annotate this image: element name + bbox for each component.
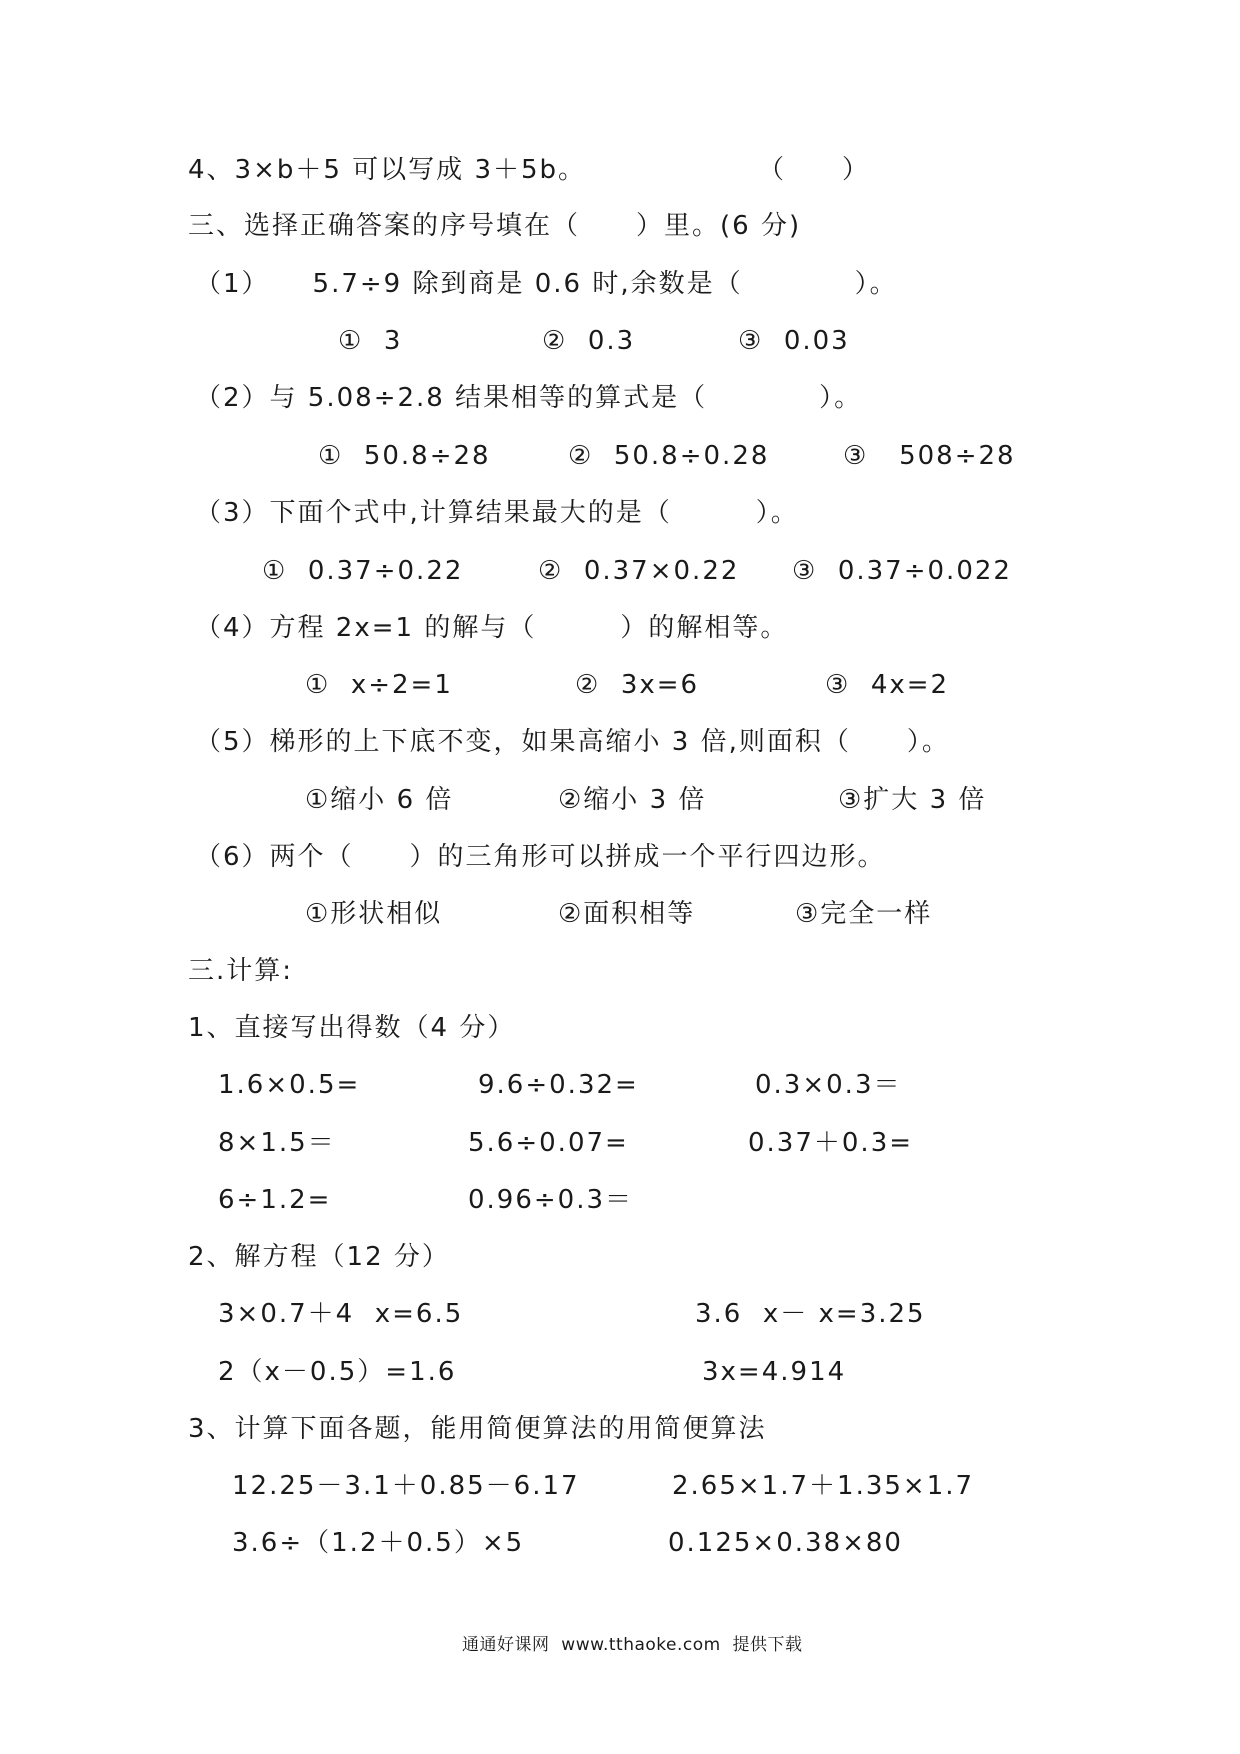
simple-calc-item: 0.125×0.38×80 xyxy=(668,1528,903,1558)
choice-q1-option-2: ② 0.3 xyxy=(542,326,636,356)
simple-calc-item: 12.25－3.1＋0.85－6.17 xyxy=(232,1471,580,1501)
choice-q3-option-1: ① 0.37÷0.22 xyxy=(262,556,464,586)
simple-calc-item: 2.65×1.7＋1.35×1.7 xyxy=(672,1471,975,1501)
equation-item: 3.6 x－ x=3.25 xyxy=(695,1299,926,1329)
choice-q3-stem: （3）下面个式中,计算结果最大的是（ ）。 xyxy=(195,498,799,528)
choice-q5-option-3: ③扩大 3 倍 xyxy=(838,785,987,815)
choice-section-heading: 三、选择正确答案的序号填在（ ）里。(6 分) xyxy=(188,211,802,241)
footer-credit: 通通好课网 www.tthaoke.com 提供下载 xyxy=(462,1635,803,1655)
direct-item: 0.37＋0.3= xyxy=(748,1128,914,1158)
choice-q4-stem: （4）方程 2x=1 的解与（ ）的解相等。 xyxy=(195,613,789,643)
choice-q1-option-1: ① 3 xyxy=(338,326,403,356)
direct-item: 9.6÷0.32= xyxy=(478,1070,639,1100)
simple-calc-item: 3.6÷（1.2＋0.5）×5 xyxy=(232,1528,525,1558)
equation-item: 3x=4.914 xyxy=(702,1357,847,1387)
choice-q5-stem: （5）梯形的上下底不变，如果高缩小 3 倍,则面积（ ）。 xyxy=(195,727,950,757)
choice-q2-option-1: ① 50.8÷28 xyxy=(318,441,491,471)
direct-item: 0.96÷0.3＝ xyxy=(468,1185,634,1215)
choice-q2-stem: （2）与 5.08÷2.8 结果相等的算式是（ ）。 xyxy=(195,383,863,413)
direct-item: 1.6×0.5= xyxy=(218,1070,361,1100)
judge-item-4: 4、3×b＋5 可以写成 3＋5b。 xyxy=(188,155,587,185)
direct-answer-title: 1、直接写出得数（4 分） xyxy=(188,1013,516,1043)
choice-q1-option-3: ③ 0.03 xyxy=(738,326,850,356)
judge-item-4-blank: （ ） xyxy=(758,155,871,185)
choice-q6-option-2: ②面积相等 xyxy=(558,899,696,929)
direct-item: 8×1.5＝ xyxy=(218,1128,336,1158)
choice-q4-option-3: ③ 4x=2 xyxy=(825,670,950,700)
choice-q4-option-1: ① x÷2=1 xyxy=(305,670,453,700)
choice-q4-option-2: ② 3x=6 xyxy=(575,670,700,700)
choice-q5-option-1: ①缩小 6 倍 xyxy=(305,785,454,815)
calc-section-heading: 三.计算: xyxy=(188,956,294,986)
direct-item: 5.6÷0.07= xyxy=(468,1128,629,1158)
choice-q1-stem: （1） 5.7÷9 除到商是 0.6 时,余数是（ ）。 xyxy=(195,269,898,299)
choice-q2-option-3: ③ 508÷28 xyxy=(843,441,1016,471)
equation-item: 3×0.7＋4 x=6.5 xyxy=(218,1299,464,1329)
choice-q3-option-2: ② 0.37×0.22 xyxy=(538,556,740,586)
direct-item: 6÷1.2= xyxy=(218,1185,332,1215)
direct-item: 0.3×0.3＝ xyxy=(755,1070,902,1100)
choice-q5-option-2: ②缩小 3 倍 xyxy=(558,785,707,815)
choice-q6-option-1: ①形状相似 xyxy=(305,899,443,929)
equation-item: 2（x－0.5）=1.6 xyxy=(218,1357,457,1387)
choice-q3-option-3: ③ 0.37÷0.022 xyxy=(792,556,1012,586)
equation-title: 2、解方程（12 分） xyxy=(188,1242,450,1272)
choice-q6-stem: （6）两个（ ）的三角形可以拼成一个平行四边形。 xyxy=(195,842,886,872)
choice-q6-option-3: ③完全一样 xyxy=(795,899,933,929)
simple-calc-title: 3、计算下面各题，能用简便算法的用简便算法 xyxy=(188,1414,767,1444)
choice-q2-option-2: ② 50.8÷0.28 xyxy=(568,441,770,471)
